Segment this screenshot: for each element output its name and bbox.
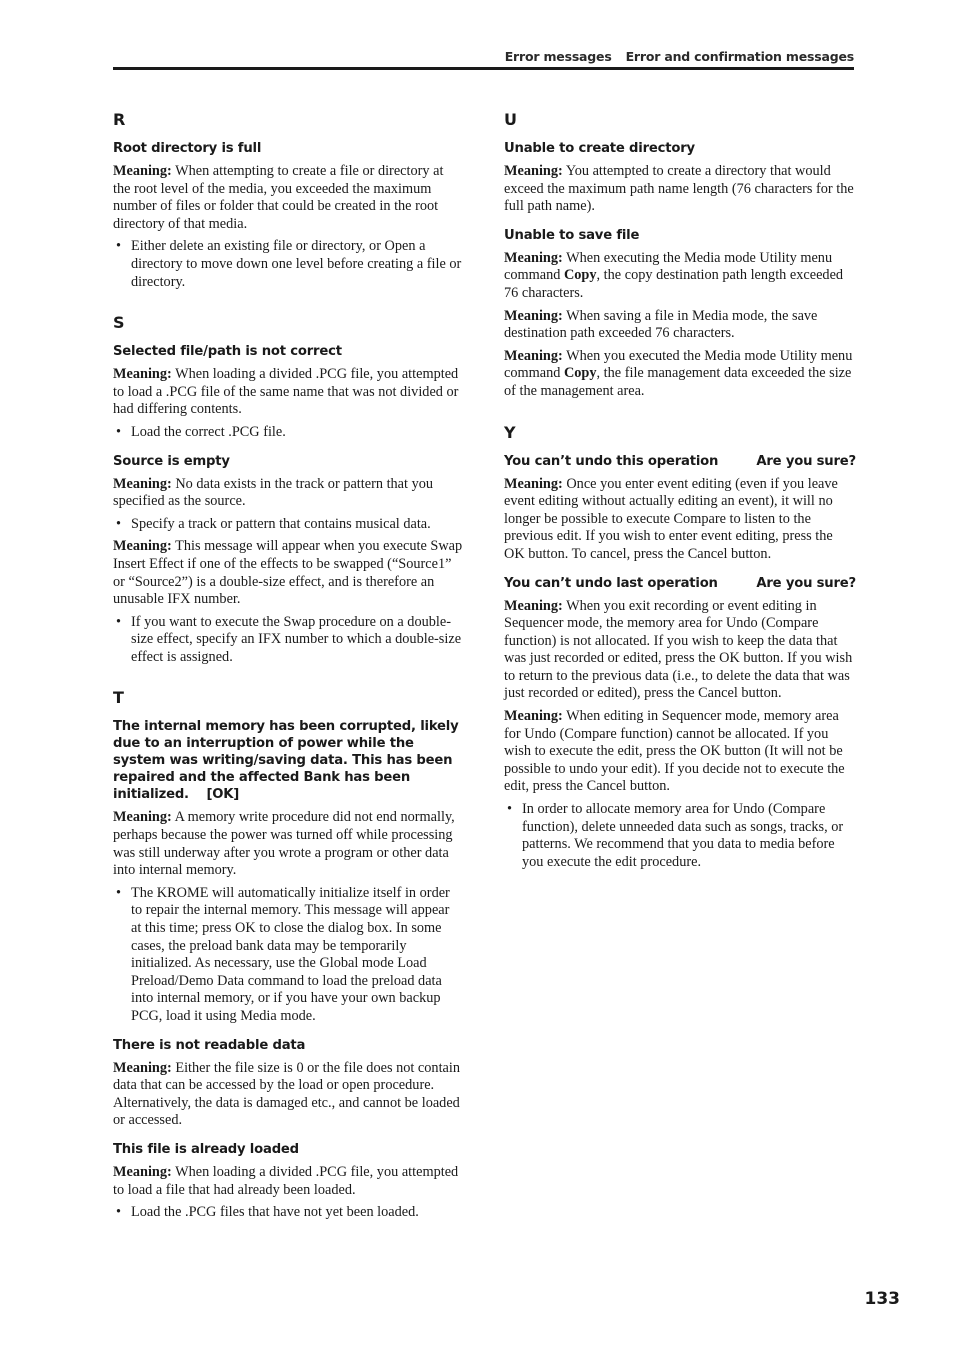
- message-title: [113, 718, 463, 803]
- page-number: 133: [864, 1289, 900, 1309]
- section-letter-u: U: [504, 110, 517, 129]
- meaning-text: , the copy destination path length exceeded 76 characters.: [504, 267, 844, 301]
- meaning-paragraph: [113, 1164, 463, 1199]
- meaning-paragraph: [504, 476, 856, 564]
- bullet-list: [504, 801, 856, 871]
- meaning-label: Meaning:: [113, 538, 172, 555]
- message-title: Source is empty: [113, 453, 230, 469]
- running-header: [113, 45, 854, 70]
- section-letter-y: Y: [504, 422, 516, 442]
- meaning-paragraph: [504, 708, 856, 796]
- section-letter-r: R: [113, 110, 126, 129]
- section-letter-t: T: [113, 688, 124, 708]
- section-letter-s: S: [113, 313, 125, 333]
- message-title: This file is already loaded: [113, 1141, 299, 1157]
- meaning-paragraph: [504, 250, 856, 303]
- bullet-item: • Specify a track or pattern that contains musical data.: [113, 516, 463, 534]
- bullet-item: • Load the correct .PCG file.: [113, 424, 463, 442]
- message-title: Unable to save file: [504, 227, 640, 243]
- command-name: Copy: [563, 365, 597, 382]
- bullet-list: [113, 614, 463, 667]
- message-title: Root directory is full: [113, 141, 262, 156]
- meaning-paragraph: [113, 809, 463, 879]
- meaning-text: When executing the Media mode Utility menu command: [504, 249, 833, 284]
- meaning-label: Meaning:: [113, 809, 172, 826]
- message-title: There is not readable data: [113, 1037, 306, 1053]
- bullet-list: [113, 424, 463, 442]
- bullet-list: [113, 1204, 463, 1222]
- bullet-list: [113, 885, 463, 1026]
- meaning-label: Meaning:: [504, 708, 563, 725]
- left-column: [113, 110, 463, 1227]
- meaning-text: This message will appear when you execute Swap Insert Effect if one of the effects to be swapped (“Source1” or “Source2”) is a double-size effect, and is therefore an unusable IFX number.: [113, 538, 463, 608]
- meaning-label: Meaning:: [504, 307, 563, 324]
- right-column: [504, 110, 856, 876]
- meaning-text: When attempting to create a file or directory at the root level of the media, you exceeded the maximum number of files or folder that could be created in the root directory of that media.: [113, 163, 444, 232]
- message-title-text: You can’t undo last operation: [504, 575, 718, 591]
- meaning-paragraph: [504, 348, 856, 401]
- bullet-item: • If you want to execute the Swap procedure on a double-size effect, specify an IFX number to which a double-size effect is assigned.: [113, 614, 463, 667]
- command-name: Copy: [563, 267, 597, 284]
- meaning-text: Once you enter event editing (even if you leave event editing without actually editing an event), it will no longer be possible to execute Compare to listen to the previous edit. If you wish to enter event editing, press the OK button. To cancel, press the Cancel button.: [504, 475, 838, 562]
- message-title: Unable to create directory: [504, 141, 695, 156]
- meaning-label: Meaning:: [504, 249, 563, 266]
- meaning-label: Meaning:: [504, 475, 563, 492]
- meaning-text: No data exists in the track or pattern that you specified as the source.: [113, 475, 434, 510]
- meaning-text: When loading a divided .PCG file, you attempted to load a .PCG file of the same name that was not divided or had differing contents.: [113, 366, 459, 418]
- bullet-item: • The KROME will automatically initialize itself in order to repair the internal memory. This message will appear at this time; press OK to close the dialog box. In some cases, the preload bank data may be temporarily initialized. As necessary, use the Global mode Load Preload/Demo Data command to load the preload data into internal memory, or if you have your own backup PCG, load it using Media mode.: [113, 885, 463, 1026]
- ok-suffix: [OK]: [206, 787, 240, 803]
- meaning-text: When you executed the Media mode Utility menu command: [504, 347, 853, 382]
- message-title: [504, 575, 856, 592]
- meaning-label: Meaning:: [113, 475, 172, 492]
- bullet-item: • Load the .PCG files that have not yet been loaded.: [113, 1204, 463, 1222]
- meaning-label: Meaning:: [113, 1059, 172, 1076]
- meaning-label: Meaning:: [113, 366, 172, 383]
- bullet-item: • Either delete an existing file or directory, or Open a directory to move down one level before creating a file or directory.: [113, 238, 463, 291]
- header-section: Error messages: [504, 48, 612, 64]
- header-subsection: Error and confirmation messages: [625, 48, 854, 64]
- meaning-text: When editing in Sequencer mode, memory area for Undo (Compare function) cannot be allocated. If you wish to execute the edit, press the OK button (It will not be possible to undo your edit). If you decide not to execute the edit, press the Cancel button.: [504, 708, 845, 795]
- bullet-list: [113, 516, 463, 534]
- bullet-item: • In order to allocate memory area for Undo (Compare function), delete unneeded data such as songs, tracks, or patterns. We recommend that you data to media before you execute the edit procedure.: [504, 801, 856, 871]
- meaning-label: Meaning:: [113, 1163, 172, 1180]
- message-title-text: You can’t undo this operation: [504, 453, 719, 469]
- meaning-label: Meaning:: [504, 163, 563, 179]
- meaning-paragraph: [113, 538, 463, 608]
- message-title-text: The internal memory has been corrupted, likely due to an interruption of power while the system was writing/saving data. This has been repaired and the affected Bank has been initialized.: [113, 719, 459, 803]
- meaning-text: When you exit recording or event editing in Sequencer mode, the memory area for Undo (Compare function) is not allocated. If you wish to keep the data that was just recorded or edited, press the OK button. If you wish to return to the previous data (i.e., to delete the data that was just recorded or edited), press the Cancel button.: [504, 597, 853, 702]
- meaning-text: A memory write procedure did not end normally, perhaps because the power was turned off while processing was still underway after you wrote a program or other data into internal memory.: [113, 809, 455, 879]
- meaning-text: , the file management data exceeded the size of the management area.: [504, 365, 852, 399]
- meaning-paragraph: [113, 163, 463, 233]
- meaning-label: Meaning:: [504, 347, 563, 364]
- meaning-text: When loading a divided .PCG file, you attempted to load a file that had already been loaded.: [113, 1163, 459, 1198]
- meaning-text: Either the file size is 0 or the file does not contain data that can be accessed by the load or open procedure. Alternatively, the data is damaged etc., and cannot be loaded or accessed.: [113, 1059, 461, 1129]
- meaning-paragraph: [113, 366, 463, 419]
- meaning-label: Meaning:: [113, 163, 172, 179]
- message-title: [504, 453, 856, 470]
- meaning-text: When saving a file in Media mode, the save destination path exceeded 76 characters.: [504, 307, 818, 342]
- message-title: Selected file/path is not correct: [113, 344, 342, 360]
- meaning-paragraph: [504, 163, 856, 216]
- confirm-prompt: Are you sure?: [756, 575, 856, 591]
- confirm-prompt: Are you sure?: [756, 453, 856, 469]
- bullet-list: [113, 238, 463, 291]
- meaning-paragraph: [504, 598, 856, 704]
- meaning-label: Meaning:: [504, 597, 563, 614]
- meaning-paragraph: [113, 476, 463, 511]
- meaning-paragraph: [113, 1060, 463, 1130]
- meaning-paragraph: [504, 308, 856, 343]
- meaning-text: You attempted to create a directory that would exceed the maximum path name length (76 characters for the full path name).: [504, 163, 854, 215]
